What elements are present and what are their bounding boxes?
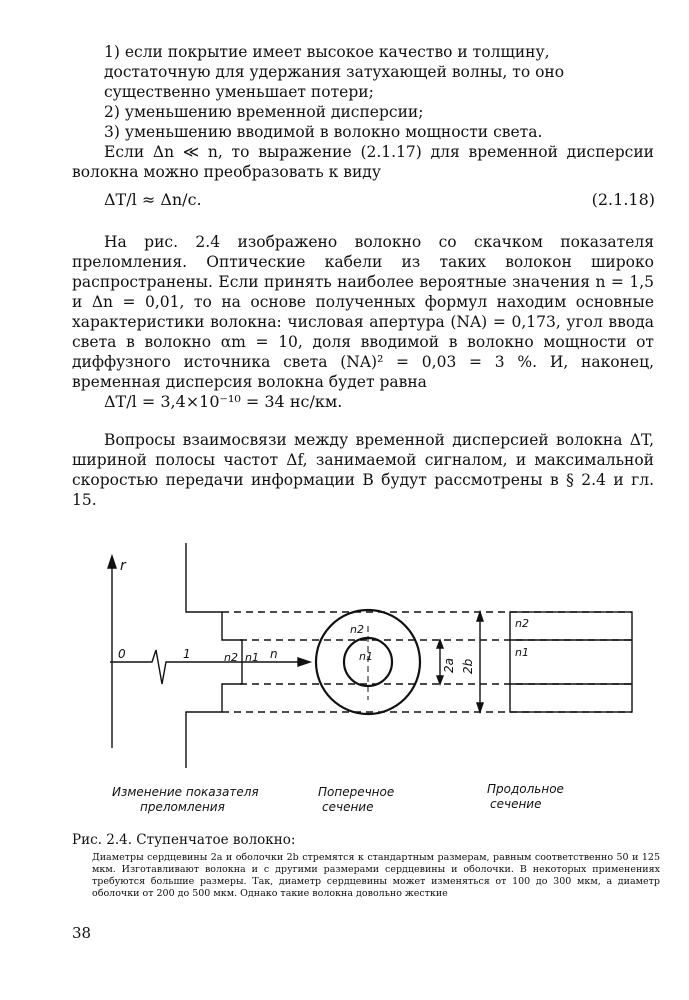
label-zero: 0	[118, 647, 126, 661]
index-profile-lower	[186, 662, 242, 768]
r-axis-arrow	[108, 556, 116, 568]
label-one: 1	[183, 647, 191, 661]
list-item-2: 2) уменьшению временной дисперсии;	[104, 103, 424, 121]
label-dim-2b: 2b	[461, 658, 475, 674]
n-axis-arrow	[298, 658, 310, 666]
figure-caption-title: Рис. 2.4. Ступенчатое волокно:	[72, 832, 296, 848]
equation-number: (2.1.18)	[591, 190, 655, 209]
index-profile-upper	[186, 543, 242, 662]
figure-step-index-fiber	[0, 530, 689, 830]
formula-2-1-18: ΔT/l ≈ Δn/c.	[104, 190, 202, 209]
label-dim-2a: 2a	[442, 658, 456, 673]
figure-caption-body: Диаметры сердцевины 2a и оболочки 2b стремятся к стандартным размерам, равным соответственно 50 и 125 мкм. Изготавливают волокна и с другими размерами сердцевины и оболочки. В некоторых применениях требуются большие размеры. Так, диаметр сердцевины может изменяться от 100 до 300 мкм, а диаметр оболочки от 200 до 500 мкм. Однако такие волокна довольно жесткие	[92, 852, 660, 899]
list-item-3: 3) уменьшению вводимой в волокно мощности света.	[104, 123, 543, 141]
page-number: 38	[72, 924, 92, 942]
label-n1-profile: n1	[245, 651, 259, 664]
dim-2b-arrow-bottom	[477, 703, 483, 712]
caption-cross-line2: сечение	[322, 800, 374, 814]
label-n1-long: n1	[515, 646, 529, 659]
label-n-axis: n	[270, 647, 278, 661]
caption-long-line1: Продольное	[487, 782, 564, 796]
final-paragraph-block	[72, 430, 654, 510]
dim-2a-arrow-top	[437, 640, 443, 648]
dim-2a-arrow-bottom	[437, 676, 443, 684]
main-paragraph-block	[72, 232, 654, 392]
paragraph-intro: Если Δn ≪ n, то выражение (2.1.17) для временной дисперсии волокна можно преобразовать к виду	[72, 143, 654, 181]
paragraph-main: На рис. 2.4 изображено волокно со скачком показателя преломления. Оптические кабели из таких волокон широко распространены. Если принять наиболее вероятные значения n = 1,5 и Δn = 0,01, то на основе полученных формул находим основные характеристики волокна: числовая апертура (NA) = 0,173, угол ввода света в волокно αm = 10, доля вводимой в волокно мощности от диффузного источника света (NA)² = 0,03 = 3 %. И, наконец, временная дисперсия волокна будет равна	[72, 233, 654, 391]
caption-profile-line1: Изменение показателя	[112, 785, 259, 799]
list-item-1: 1) если покрытие имеет высокое качество и толщину, достаточную для удержания затухающей волны, то оно существенно уменьшает потери;	[104, 43, 565, 101]
caption-profile-line2: преломления	[140, 800, 225, 814]
caption-long-line2: сечение	[490, 797, 542, 811]
dim-2b-arrow-top	[477, 612, 483, 621]
formula-dispersion: ΔT/l = 3,4×10⁻¹⁰ = 34 нс/км.	[104, 392, 343, 411]
list-block	[72, 42, 654, 182]
label-r-axis: r	[120, 558, 126, 574]
label-n2-profile: n2	[224, 651, 238, 664]
caption-cross-line1: Поперечное	[318, 785, 395, 799]
label-n2-cross: n2	[350, 623, 364, 636]
label-n2-long: n2	[515, 617, 529, 630]
paragraph-final: Вопросы взаимосвязи между временной дисперсией волокна ΔT, шириной полосы частот Δf, занимаемой сигналом, и максимальной скоростью передачи информации B будут рассмотрены в § 2.4 и гл. 15.	[72, 431, 654, 509]
label-n1-cross: n1	[359, 650, 373, 663]
